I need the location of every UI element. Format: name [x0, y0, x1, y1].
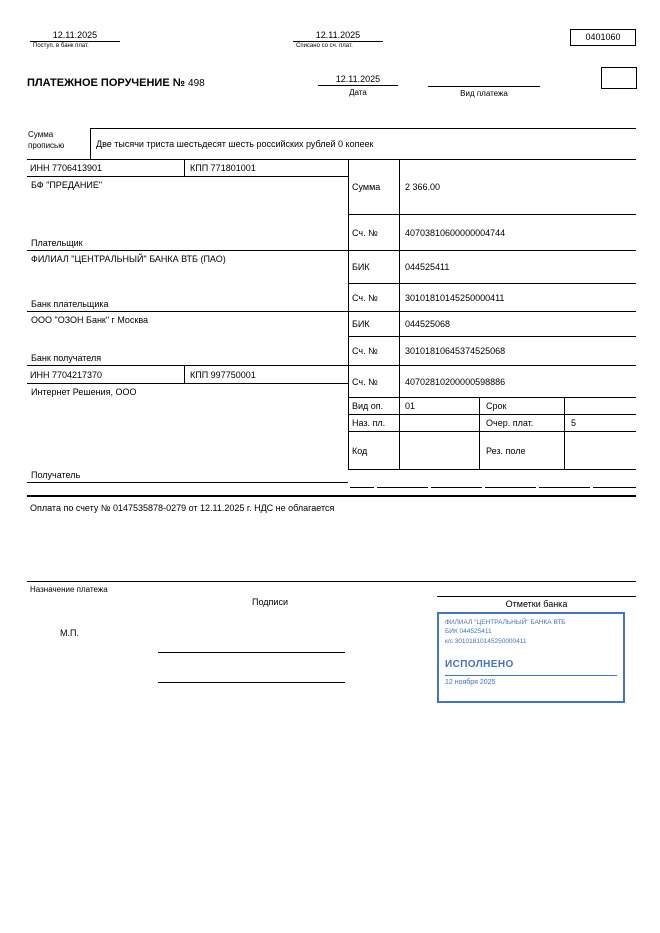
payee-name: Интернет Решения, ООО: [31, 387, 137, 397]
stamp-status: ИСПОЛНЕНО: [445, 659, 514, 671]
purpose-code-label: Наз. пл.: [348, 415, 400, 432]
payment-type-block: [428, 74, 540, 98]
signatures-label: Подписи: [252, 597, 288, 607]
bank-marks-label: Отметки банка: [505, 599, 568, 609]
form-code-box: 0401060: [570, 29, 636, 46]
payment-type-label: Вид платежа: [460, 89, 508, 98]
received-date: 12.11.2025: [30, 30, 120, 42]
amount-label-cell: Сумма: [348, 160, 400, 215]
payee-bank-bik-label: БИК: [348, 312, 400, 337]
payer-bank-block: [27, 251, 348, 312]
payer-bank-bik-label: БИК: [348, 251, 400, 284]
signature-line: [158, 682, 345, 683]
payee-bank-bik: 044525068: [400, 312, 636, 337]
debited-date: 12.11.2025: [293, 30, 383, 42]
tax-field-line: [485, 472, 536, 488]
document-title: [27, 77, 205, 89]
title-number: 498: [188, 78, 205, 89]
priority-value: 5: [565, 415, 636, 432]
tax-field-line: [377, 472, 428, 488]
stamp-place-label: М.П.: [60, 628, 79, 638]
payer-bank-account: 30101810145250000411: [400, 284, 636, 312]
tax-field-line: [539, 472, 590, 488]
title-date: 12.11.2025: [318, 74, 398, 86]
op-kind-label: Вид оп.: [348, 398, 400, 415]
payer-bank-name: ФИЛИАЛ "ЦЕНТРАЛЬНЫЙ" БАНКА ВТБ (ПАО): [31, 254, 226, 264]
code-value: [400, 432, 480, 470]
payer-inn: ИНН 7706413901: [27, 160, 185, 177]
payer-bank-bik: 044525411: [400, 251, 636, 284]
payee-account-label: Сч. №: [348, 366, 400, 398]
bank-stamp: [437, 612, 625, 703]
op-kind-value: 01: [400, 398, 480, 415]
payer-name: БФ "ПРЕДАНИЕ": [31, 180, 103, 190]
bank-marks-rule: [437, 596, 636, 597]
amount-value-cell: 2 366.00: [400, 160, 636, 215]
title-date-block: [318, 74, 398, 97]
stamp-bank-name: ФИЛИАЛ "ЦЕНТРАЛЬНЫЙ" БАНКА ВТБ: [445, 619, 566, 626]
signature-line: [158, 652, 345, 653]
payer-bank-account-label: Сч. №: [348, 284, 400, 312]
payer-kpp: КПП 771801001: [185, 160, 348, 177]
payer-section-label: Плательщик: [31, 238, 83, 248]
amount-words-label: Сумма прописью: [28, 130, 65, 150]
priority-label: Очер. плат.: [480, 415, 565, 432]
payee-bank-account-label: Сч. №: [348, 337, 400, 366]
term-value: [565, 398, 636, 415]
debited-date-block: [293, 30, 383, 49]
purpose-top-rule: [27, 495, 636, 497]
purpose-section-label: Назначение платежа: [30, 585, 108, 594]
tax-field-line: [593, 472, 636, 488]
payee-kpp: КПП 997750001: [185, 366, 348, 384]
stamp-corr-account: к/с 30101810145250000411: [445, 637, 527, 645]
payee-bank-section-label: Банк получателя: [31, 353, 102, 363]
received-date-label: Поступ. в банк плат.: [33, 43, 89, 49]
purpose-code-value: [400, 415, 480, 432]
amount-words-row: [27, 128, 636, 160]
term-label: Срок: [480, 398, 565, 415]
payee-account: 40702810200000598886: [400, 366, 636, 398]
tax-field-line: [431, 472, 482, 488]
reserve-label: Рез. поле: [480, 432, 565, 470]
purpose-text: Оплата по счету № 0147535878-0279 от 12.11.2025 г. НДС не облагается: [30, 503, 335, 513]
payer-account-label: Сч. №: [348, 215, 400, 251]
payee-inn: ИНН 7704217370: [27, 366, 185, 384]
payer-account: 40703810600000004744: [400, 215, 636, 251]
title-code-box: [601, 67, 637, 89]
payee-bank-block: [27, 312, 348, 366]
stamp-bik: БИК 044525411: [445, 628, 492, 636]
title-date-label: Дата: [349, 88, 367, 97]
payee-bank-account: 30101810645374525068: [400, 337, 636, 366]
payer-bank-section-label: Банк плательщика: [31, 299, 109, 309]
payee-bank-name: ООО "ОЗОН Банк" г Москва: [31, 315, 149, 325]
title-label: ПЛАТЕЖНОЕ ПОРУЧЕНИЕ №: [27, 77, 185, 89]
code-label: Код: [348, 432, 400, 470]
purpose-bottom-rule: [27, 581, 636, 582]
amount-words-value: Две тысячи триста шестьдесят шесть российских рублей 0 копеек: [90, 128, 636, 159]
stamp-divider: [445, 675, 617, 676]
reserve-value: [565, 432, 636, 470]
debited-date-label: Списано со сч. плат.: [296, 43, 353, 49]
payee-section-label: Получатель: [31, 470, 81, 480]
received-date-block: [30, 30, 120, 49]
payment-type-value: [428, 74, 540, 87]
payer-block: [27, 177, 348, 251]
payee-block: [27, 384, 348, 483]
tax-field-line: [350, 472, 374, 488]
stamp-date: 12 ноября 2025: [445, 679, 496, 687]
